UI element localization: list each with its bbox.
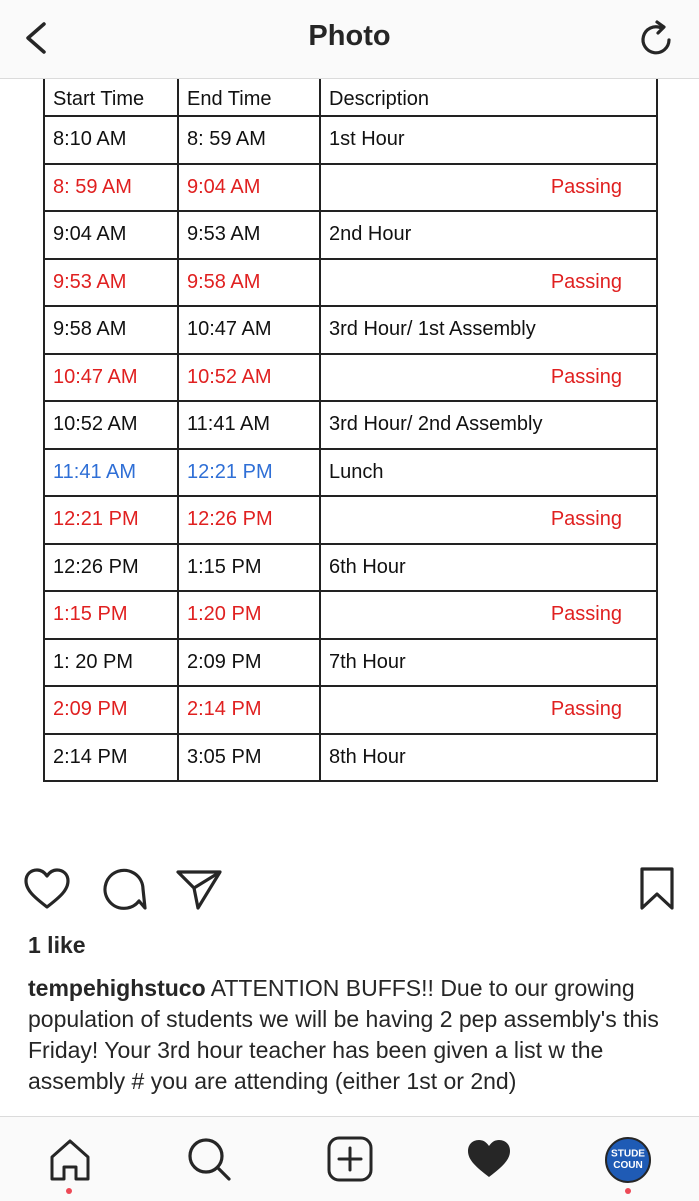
description-cell: 8th Hour xyxy=(320,734,657,782)
caption-text: ATTENTION BUFFS!! Due to our growing population of students we will be having 2 pep assembly's this Friday! Your 3rd hour teacher has been given a list w the assembly # you are attending (either 1st or 2nd) xyxy=(28,975,659,1094)
start-time-cell: 10:47 AM xyxy=(44,354,178,402)
start-time-cell: 9:58 AM xyxy=(44,306,178,354)
description-cell: Passing xyxy=(320,259,657,307)
home-icon[interactable] xyxy=(46,1135,94,1183)
end-time-cell: 9:58 AM xyxy=(178,259,320,307)
end-time-cell: 8: 59 AM xyxy=(178,116,320,164)
table-header-row xyxy=(44,79,657,116)
column-header: Start Time xyxy=(44,79,178,116)
start-time-cell: 11:41 AM xyxy=(44,449,178,497)
description-cell: Lunch xyxy=(320,449,657,497)
table-row xyxy=(44,591,657,639)
description-cell: 7th Hour xyxy=(320,639,657,687)
start-time-cell: 2:09 PM xyxy=(44,686,178,734)
table-row xyxy=(44,354,657,402)
notification-dot xyxy=(625,1188,631,1194)
page-title: Photo xyxy=(308,20,391,52)
heart-icon[interactable] xyxy=(22,864,72,914)
end-time-cell: 1:20 PM xyxy=(178,591,320,639)
post-photo[interactable] xyxy=(0,79,699,839)
like-count[interactable]: 1 like xyxy=(28,932,86,958)
end-time-cell: 1:15 PM xyxy=(178,544,320,592)
top-nav-bar xyxy=(0,0,699,79)
start-time-cell: 1:15 PM xyxy=(44,591,178,639)
column-header: End Time xyxy=(178,79,320,116)
start-time-cell: 9:53 AM xyxy=(44,259,178,307)
share-icon[interactable] xyxy=(174,864,224,914)
description-cell: Passing xyxy=(320,496,657,544)
schedule-table xyxy=(43,79,658,782)
start-time-cell: 8: 59 AM xyxy=(44,164,178,212)
notification-dot xyxy=(66,1188,72,1194)
description-cell: Passing xyxy=(320,591,657,639)
caption-username[interactable]: tempehighstuco xyxy=(28,975,206,1001)
start-time-cell: 9:04 AM xyxy=(44,211,178,259)
table-row xyxy=(44,686,657,734)
bottom-tab-bar xyxy=(0,1116,699,1201)
start-time-cell: 8:10 AM xyxy=(44,116,178,164)
column-header: Description xyxy=(320,79,657,116)
description-cell: 6th Hour xyxy=(320,544,657,592)
start-time-cell: 1: 20 PM xyxy=(44,639,178,687)
end-time-cell: 11:41 AM xyxy=(178,401,320,449)
end-time-cell: 9:53 AM xyxy=(178,211,320,259)
refresh-icon[interactable] xyxy=(637,16,677,60)
comment-icon[interactable] xyxy=(99,864,149,914)
avatar-text-line-1: STUDE xyxy=(611,1148,645,1160)
start-time-cell: 10:52 AM xyxy=(44,401,178,449)
post-action-row xyxy=(0,860,699,920)
end-time-cell: 9:04 AM xyxy=(178,164,320,212)
description-cell: 3rd Hour/ 1st Assembly xyxy=(320,306,657,354)
table-row xyxy=(44,496,657,544)
post-caption xyxy=(28,973,673,1115)
table-row xyxy=(44,734,657,782)
table-row xyxy=(44,544,657,592)
description-cell: Passing xyxy=(320,686,657,734)
table-row xyxy=(44,211,657,259)
table-row xyxy=(44,639,657,687)
table-row xyxy=(44,116,657,164)
description-cell: Passing xyxy=(320,164,657,212)
add-post-icon[interactable] xyxy=(326,1135,374,1183)
description-cell: 1st Hour xyxy=(320,116,657,164)
end-time-cell: 3:05 PM xyxy=(178,734,320,782)
start-time-cell: 12:21 PM xyxy=(44,496,178,544)
table-row xyxy=(44,449,657,497)
bookmark-icon[interactable] xyxy=(632,864,682,914)
end-time-cell: 10:52 AM xyxy=(178,354,320,402)
description-cell: Passing xyxy=(320,354,657,402)
end-time-cell: 2:09 PM xyxy=(178,639,320,687)
start-time-cell: 12:26 PM xyxy=(44,544,178,592)
table-row xyxy=(44,401,657,449)
end-time-cell: 12:26 PM xyxy=(178,496,320,544)
activity-heart-icon[interactable] xyxy=(465,1135,513,1183)
start-time-cell: 2:14 PM xyxy=(44,734,178,782)
table-row xyxy=(44,306,657,354)
table-row xyxy=(44,259,657,307)
end-time-cell: 10:47 AM xyxy=(178,306,320,354)
profile-avatar[interactable] xyxy=(605,1137,651,1183)
table-row xyxy=(44,164,657,212)
end-time-cell: 12:21 PM xyxy=(178,449,320,497)
end-time-cell: 2:14 PM xyxy=(178,686,320,734)
search-icon[interactable] xyxy=(185,1135,233,1183)
description-cell: 3rd Hour/ 2nd Assembly xyxy=(320,401,657,449)
avatar-text-line-2: COUN xyxy=(613,1160,643,1172)
description-cell: 2nd Hour xyxy=(320,211,657,259)
